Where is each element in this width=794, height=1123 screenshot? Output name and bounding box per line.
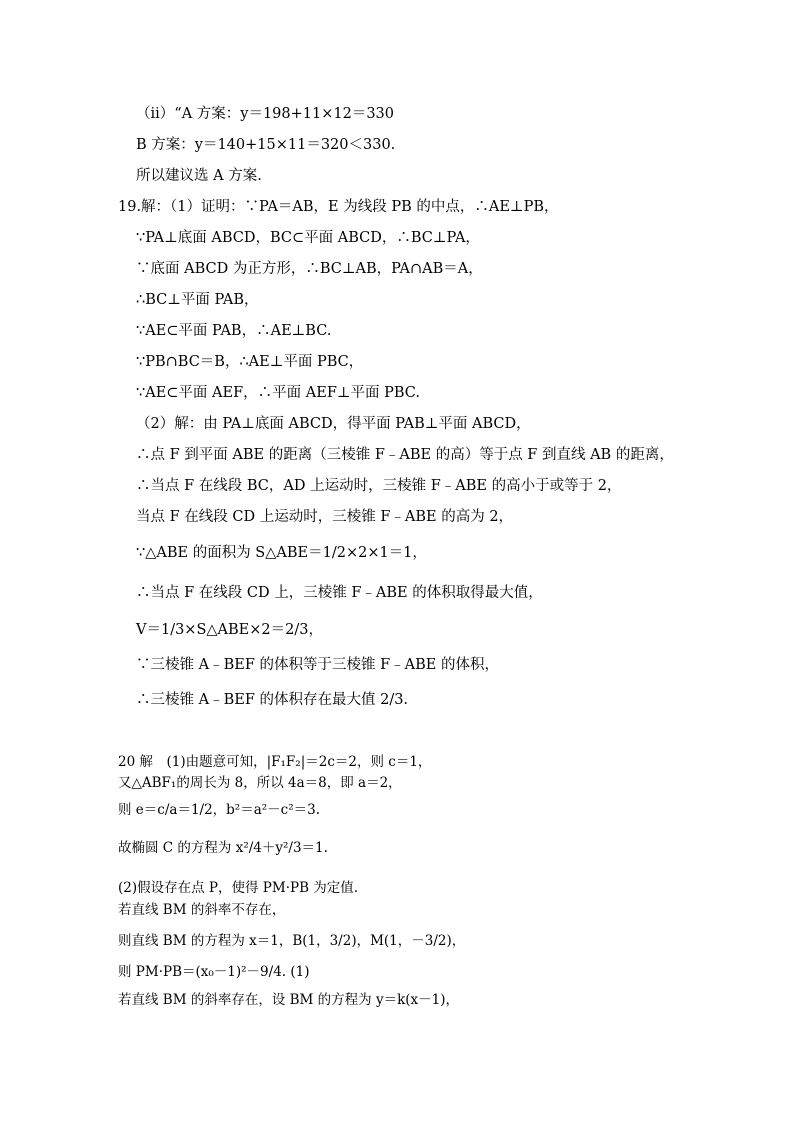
text-line: (2)假设存在点 P，使得 PM·PB 为定值. bbox=[118, 880, 359, 896]
text-line: V＝1/3×S△ABE×2＝2/3， bbox=[136, 622, 323, 638]
text-line: ∵三棱锥 A﹣BEF 的体积等于三棱锥 F﹣ABE 的体积， bbox=[136, 657, 499, 673]
text-line: 又△ABF₁的周长为 8，所以 4a＝8，即 a＝2， bbox=[118, 775, 402, 791]
text-line: 所以建议选 A 方案. bbox=[136, 168, 262, 184]
text-line: ∵AE⊂平面 AEF，∴平面 AEF⊥平面 PBC. bbox=[136, 385, 420, 401]
text-line: ∵PB∩BC＝B，∴AE⊥平面 PBC， bbox=[136, 354, 364, 370]
text-line: 19.解：（1）证明：∵PA＝AB，E 为线段 PB 的中点，∴AE⊥PB， bbox=[118, 199, 559, 215]
text-line: 20 解 (1)由题意可知，|F₁F₂|＝2c＝2，则 c＝1， bbox=[118, 754, 432, 770]
text-line: 故椭圆 C 的方程为 x²/4＋y²/3＝1. bbox=[118, 840, 328, 856]
text-line: （2）解：由 PA⊥底面 ABCD，得平面 PAB⊥平面 ABCD， bbox=[136, 416, 531, 432]
text-line: （ii）“A 方案：y＝198+11×12＝330 bbox=[136, 106, 395, 122]
text-line: 则 e＝c/a＝1/2，b²＝a²－c²＝3. bbox=[118, 802, 321, 818]
text-line: ∵AE⊂平面 PAB，∴AE⊥BC. bbox=[136, 323, 332, 339]
text-line: ∴点 F 到平面 ABE 的距离（三棱锥 F﹣ABE 的高）等于点 F 到直线 AB 的距离， bbox=[136, 447, 674, 463]
text-line: ∵底面 ABCD 为正方形，∴BC⊥AB，PA∩AB＝A， bbox=[136, 261, 483, 277]
text-line: B 方案：y＝140+15×11＝320＜330. bbox=[136, 137, 396, 153]
text-line: 若直线 BM 的斜率存在，设 BM 的方程为 y＝k(x－1)， bbox=[118, 992, 459, 1008]
text-line: ∴当点 F 在线段 CD 上，三棱锥 F﹣ABE 的体积取得最大值， bbox=[136, 585, 543, 601]
text-line: ∵PA⊥底面 ABCD，BC⊂平面 ABCD，∴BC⊥PA， bbox=[136, 230, 480, 246]
text-line: ∵△ABE 的面积为 S△ABE＝1/2×2×1＝1， bbox=[136, 545, 427, 561]
text-line: ∴三棱锥 A﹣BEF 的体积存在最大值 2/3. bbox=[136, 692, 409, 708]
text-line: 则 PM·PB＝(x₀－1)²－9/4. (1) bbox=[118, 964, 310, 980]
text-line: 则直线 BM 的方程为 x＝1，B(1，3/2)，M(1，－3/2)， bbox=[118, 933, 466, 949]
text-line: 当点 F 在线段 CD 上运动时，三棱锥 F﹣ABE 的高为 2， bbox=[136, 509, 514, 525]
text-line: ∴BC⊥平面 PAB， bbox=[136, 292, 259, 308]
text-line: ∴当点 F 在线段 BC，AD 上运动时，三棱锥 F﹣ABE 的高小于或等于 2， bbox=[136, 478, 622, 494]
text-line: 若直线 BM 的斜率不存在， bbox=[118, 902, 286, 918]
